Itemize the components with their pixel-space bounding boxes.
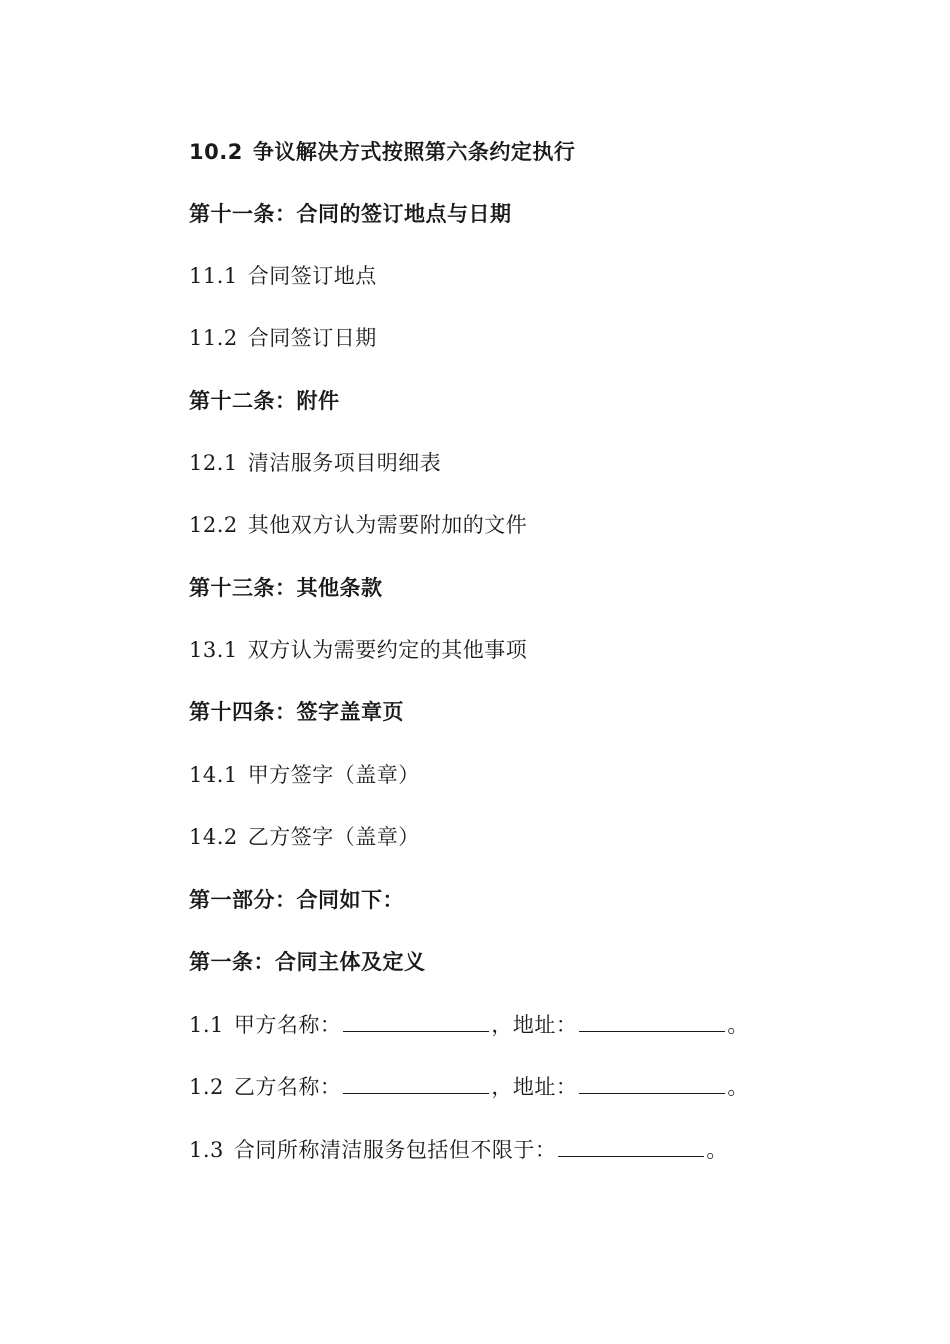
line-end: 。 xyxy=(727,1013,749,1037)
line-end: 。 xyxy=(727,1075,749,1099)
heading-text: 第一条：合同主体及定义 xyxy=(189,950,426,974)
clause-number: 12.2 xyxy=(189,513,238,537)
address-label: ，地址： xyxy=(491,1075,578,1099)
clause-1-2 xyxy=(189,1073,749,1101)
clause-text: 双方认为需要约定的其他事项 xyxy=(247,638,528,662)
article-14-heading xyxy=(189,698,404,726)
heading-text: 第十四条：签字盖章页 xyxy=(189,700,404,724)
clause-12-2 xyxy=(189,511,527,539)
clause-text: 乙方签字（盖章） xyxy=(247,825,420,849)
heading-text: 第十一条：合同的签订地点与日期 xyxy=(189,202,512,226)
clause-text: 合同签订日期 xyxy=(247,326,377,350)
clause-text: 合同签订地点 xyxy=(247,264,377,288)
heading-text: 第十三条：其他条款 xyxy=(189,576,383,600)
party-a-name-blank[interactable] xyxy=(343,1011,489,1032)
party-b-name-label: 乙方名称： xyxy=(233,1075,342,1099)
article-13-heading xyxy=(189,574,383,602)
clause-number: 11.1 xyxy=(189,264,238,288)
clause-number: 14.1 xyxy=(189,763,238,787)
clause-1-1 xyxy=(189,1011,749,1039)
clause-number: 1.1 xyxy=(189,1013,224,1037)
article-11-heading xyxy=(189,200,512,228)
heading-text: 第一部分：合同如下： xyxy=(189,888,404,912)
clause-11-2 xyxy=(189,324,377,352)
clause-number: 14.2 xyxy=(189,825,238,849)
clause-1-3 xyxy=(189,1136,728,1164)
article-12-heading xyxy=(189,387,340,415)
party-a-address-blank[interactable] xyxy=(579,1011,725,1032)
clause-text: 争议解决方式按照第六条约定执行 xyxy=(252,140,576,164)
clause-number: 1.2 xyxy=(189,1075,224,1099)
clause-text: 其他双方认为需要附加的文件 xyxy=(247,513,528,537)
clause-number: 10.2 xyxy=(189,140,243,164)
clause-text: 甲方签字（盖章） xyxy=(247,763,420,787)
service-scope-label: 合同所称清洁服务包括但不限于： xyxy=(233,1138,557,1162)
service-scope-blank[interactable] xyxy=(558,1136,704,1157)
party-b-address-blank[interactable] xyxy=(579,1073,725,1094)
clause-12-1 xyxy=(189,449,441,477)
article-1-heading xyxy=(189,948,426,976)
clause-13-1 xyxy=(189,636,527,664)
line-end: 。 xyxy=(706,1138,728,1162)
address-label: ，地址： xyxy=(491,1013,578,1037)
party-b-name-blank[interactable] xyxy=(343,1073,489,1094)
clause-10-2 xyxy=(189,138,575,166)
part-1-heading xyxy=(189,886,404,914)
clause-text: 清洁服务项目明细表 xyxy=(247,451,442,475)
clause-number: 12.1 xyxy=(189,451,238,475)
clause-14-1 xyxy=(189,761,420,789)
party-a-name-label: 甲方名称： xyxy=(233,1013,342,1037)
clause-number: 11.2 xyxy=(189,326,238,350)
clause-11-1 xyxy=(189,262,377,290)
clause-number: 1.3 xyxy=(189,1138,224,1162)
clause-number: 13.1 xyxy=(189,638,238,662)
clause-14-2 xyxy=(189,823,420,851)
heading-text: 第十二条：附件 xyxy=(189,389,340,413)
